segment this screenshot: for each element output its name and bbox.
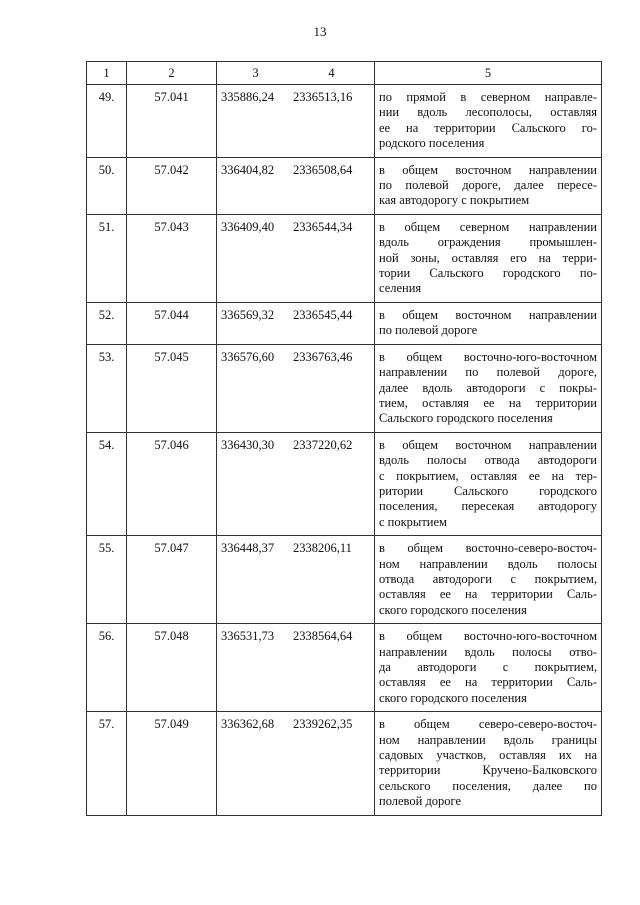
- description-line: направлении по полевой дороге,: [379, 365, 597, 380]
- description-line: в общем восточно-юго-восточном: [379, 349, 597, 364]
- point-id: 57.046: [127, 432, 217, 535]
- coordinate-x: 336404,82: [221, 162, 275, 177]
- description-line: Сальского городского поселения: [379, 411, 553, 426]
- point-id: 57.042: [127, 157, 217, 214]
- coordinate-x: 336569,32: [221, 307, 275, 322]
- description-line: полевой дороге: [379, 794, 462, 809]
- point-id: 57.048: [127, 624, 217, 712]
- header-col-1: 1: [87, 62, 127, 85]
- coordinate-y: 2336763,46: [293, 349, 353, 364]
- description-line: родского поселения: [379, 136, 485, 151]
- route-description: [375, 536, 602, 624]
- description-line: ее на территории Сальского го-: [379, 120, 597, 135]
- description-line: оставляя ее на территории Саль-: [379, 675, 597, 690]
- header-col-3-4: [217, 62, 375, 85]
- coordinates-cell: [217, 302, 375, 344]
- header-col-2: 2: [127, 62, 217, 85]
- coordinate-y: 2338564,64: [293, 629, 353, 644]
- coordinate-x: 336531,73: [221, 629, 275, 644]
- description-line: с покрытием, оставляя ее на тер-: [379, 468, 597, 483]
- description-line: тории Сальского городского по-: [379, 266, 597, 281]
- description-line: в общем восточном направлении: [379, 307, 597, 322]
- coordinates-cell: [217, 712, 375, 815]
- point-id: 57.041: [127, 85, 217, 158]
- description-line: направлении вдоль полосы отво-: [379, 644, 597, 659]
- description-line: да автодороги с покрытием,: [379, 660, 597, 674]
- table-header-row: [87, 62, 602, 85]
- point-id: 57.044: [127, 302, 217, 344]
- description-line: в общем северном направлении: [379, 219, 597, 234]
- table-row: [87, 536, 602, 624]
- description-line: сельского поселения, далее по: [379, 778, 597, 793]
- table-row: [87, 85, 602, 158]
- description-line: по полевой дороге: [379, 323, 478, 338]
- description-line: в общем восточном направлении: [379, 162, 597, 177]
- route-description: [375, 157, 602, 214]
- description-line: в общем восточном направлении: [379, 437, 597, 452]
- point-id: 57.043: [127, 214, 217, 302]
- route-description: [375, 712, 602, 815]
- coordinate-x: 336576,60: [221, 349, 275, 364]
- route-description: [375, 624, 602, 712]
- route-description: [375, 432, 602, 535]
- description-line: поселения, пересекая автодорогу: [379, 499, 597, 514]
- coordinate-y: 2336545,44: [293, 307, 353, 322]
- route-description: [375, 344, 602, 432]
- table-row: [87, 344, 602, 432]
- description-line: отвода автодороги с покрытием,: [379, 571, 597, 586]
- coordinates-cell: [217, 85, 375, 158]
- coordinate-y: 2339262,35: [293, 717, 353, 732]
- description-line: в общем восточно-северо-восточ-: [379, 541, 597, 556]
- point-id: 57.045: [127, 344, 217, 432]
- row-number: 57.: [87, 712, 127, 815]
- table-row: [87, 302, 602, 344]
- header-col-3: 3: [252, 65, 259, 80]
- row-number: 53.: [87, 344, 127, 432]
- coordinates-cell: [217, 624, 375, 712]
- description-line: садовых участков, оставляя их на: [379, 748, 597, 763]
- coordinate-y: 2336544,34: [293, 219, 353, 234]
- route-description: [375, 302, 602, 344]
- table-row: [87, 712, 602, 815]
- coordinate-y: 2336508,64: [293, 162, 353, 177]
- coordinates-cell: [217, 157, 375, 214]
- route-description: [375, 85, 602, 158]
- description-line: с покрытием: [379, 514, 447, 529]
- coordinate-x: 335886,24: [221, 90, 275, 104]
- row-number: 51.: [87, 214, 127, 302]
- coordinate-y: 2337220,62: [293, 437, 353, 452]
- row-number: 54.: [87, 432, 127, 535]
- description-line: ритории Сальского городского: [379, 483, 597, 498]
- table-row: [87, 214, 602, 302]
- description-line: кая автодорогу с покрытием: [379, 193, 530, 208]
- page-number: 13: [313, 24, 327, 39]
- table-row: [87, 157, 602, 214]
- coordinates-cell: [217, 344, 375, 432]
- description-line: ского городского поселения: [379, 690, 527, 705]
- description-line: оставляя ее на территории Саль-: [379, 587, 597, 602]
- table-row: [87, 624, 602, 712]
- row-number: 52.: [87, 302, 127, 344]
- route-description: [375, 214, 602, 302]
- header-col-5: 5: [375, 62, 602, 85]
- description-line: ном направлении вдоль границы: [379, 732, 597, 747]
- description-line: тием, оставляя ее на территории: [379, 395, 597, 410]
- point-id: 57.049: [127, 712, 217, 815]
- description-line: селения: [379, 281, 422, 296]
- description-line: ной зоны, оставляя его на терри-: [379, 250, 597, 265]
- description-line: далее вдоль автодороги с покры-: [379, 380, 597, 395]
- point-id: 57.047: [127, 536, 217, 624]
- coordinate-y: 2338206,11: [293, 541, 352, 556]
- table-row: [87, 432, 602, 535]
- description-line: ном направлении вдоль полосы: [379, 556, 597, 571]
- coordinate-y: 2336513,16: [293, 90, 353, 104]
- coordinate-x: 336362,68: [221, 717, 275, 732]
- boundary-points-table: [86, 61, 602, 816]
- description-line: по прямой в северном направле-: [379, 90, 597, 104]
- description-line: в общем северо-северо-восточ-: [379, 717, 597, 732]
- description-line: вдоль полосы отвода автодороги: [379, 453, 597, 468]
- row-number: 49.: [87, 85, 127, 158]
- coordinates-cell: [217, 536, 375, 624]
- coordinates-cell: [217, 214, 375, 302]
- description-line: вдоль ограждения промышлен-: [379, 235, 597, 250]
- row-number: 56.: [87, 624, 127, 712]
- description-line: территории Кручено-Балковского: [379, 763, 597, 778]
- coordinate-x: 336448,37: [221, 541, 275, 556]
- row-number: 55.: [87, 536, 127, 624]
- description-line: нии вдоль лесополосы, оставляя: [379, 105, 597, 120]
- description-line: по полевой дороге, далее пересе-: [379, 178, 597, 193]
- coordinate-x: 336409,40: [221, 219, 275, 234]
- coordinate-x: 336430,30: [221, 437, 275, 452]
- coordinates-cell: [217, 432, 375, 535]
- description-line: в общем восточно-юго-восточном: [379, 629, 597, 644]
- row-number: 50.: [87, 157, 127, 214]
- description-line: ского городского поселения: [379, 602, 527, 617]
- header-col-4: 4: [328, 65, 335, 80]
